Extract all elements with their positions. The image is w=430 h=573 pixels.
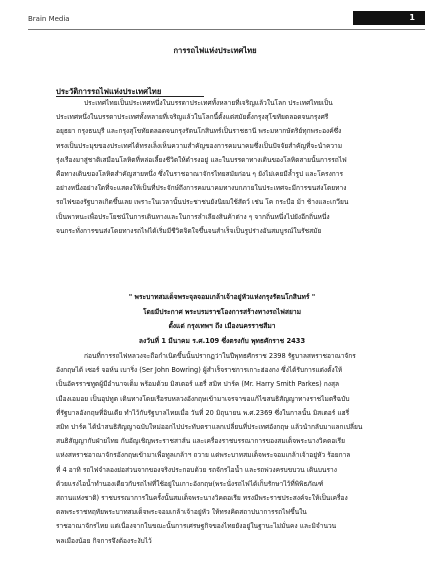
paragraph-line: ทรงเป็นประมุขของประเทศได้ทรงเล็งเห็นความสำคัญของการคมนาคมซึ่งเป็นปัจจัยสำคัญที่จะนำความ xyxy=(56,141,343,150)
paragraph-line: เป็นพาหนะเพื่อประโยชน์ในการเดินทางและในการลำเลียงสินค้าต่าง ๆ จากถิ่นหนึ่งไปยังอีกถิ่นหนึ่ง xyxy=(56,212,330,221)
section-heading: ประวัติการรถไฟแห่งประเทศไทย xyxy=(56,87,162,96)
paragraph-line: ประเทศหนึ่งในบรรดาประเทศทั้งหลายที่เจริญแล้วในโลกนี้ตั้งแต่สมัยตั้งกรุงสุโขทัยตลอดจนกรุงศรี xyxy=(56,113,329,122)
header-divider xyxy=(28,29,425,30)
paragraph-line: เมืองเอมอย เป็นอุปทูต เดินทางโดยเรือรบหลวงอังกฤษเข้ามาเจรจาขอแก้ไขสนธิสัญญาทางราชไมตรีฉบับ xyxy=(56,394,350,403)
paragraph-line: รุ่งเรืองมาสู่ชาติเสมือนโลหิตที่หล่อเลี้ยงชีวิตให้ดำรงอยู่ และในบรรดาทางเดินของโลหิตสายนั้นการรถไฟ xyxy=(56,155,347,164)
paragraph-line: พลเมืองน้อย กิจการจึงต้องระงับไว้ xyxy=(56,536,152,545)
paragraph-line: ดลพระราชหฤทัยพระบาทสมเด็จพระจอมเกล้าเจ้าอยู่หัว ให้ทรงคิดสถาปนาการรถไฟขึ้นใน xyxy=(56,508,307,517)
paragraph-line: ที่ 4 อาทิ รถไฟจำลองย่อส่วนจากของจริงประกอบด้วย รถจักรไอน้ำ และรถพ่วงครบขบวน เดินบนราง xyxy=(56,465,337,474)
document-title: การรถไฟแห่งประเทศไทย xyxy=(173,46,257,55)
paragraph-line: สถานแห่งชาติ) ราชบรรณาการในครั้งนั้นสมเด็จพระนางวิคตอเรีย ทรงมีพระราชประสงค์จะให้เป็นเครื่อง xyxy=(56,494,348,503)
paragraph-line: ด้วยแรงไอน้ำทำนองเดียวกับรถไฟที่ใช้อยู่ในเกาะอังกฤษ(พระนั่งรถไฟได้เก็บรักษาไว้ที่พิพิธภัณฑ์ xyxy=(56,479,324,488)
paragraph-line: อย่างหนึ่งอย่างใดที่จะแสดงให้เป็นที่ประจักษ์ถึงการคมนาคมทางบกภายในประเทศจะมีการขนส่งโดยทาง xyxy=(56,184,347,193)
paragraph-line: คือทางเดินของโลหิตสำคัญสายหนึ่ง ซึ่งในราชอาณาจักรไทยสมัยก่อน ๆ ยังไม่เคยมีล้ำรูป และโครงการ xyxy=(56,170,344,179)
history-paragraph-1 xyxy=(56,96,388,238)
history-paragraph-2 xyxy=(56,349,388,548)
quote-line: " พระบาทสมเด็จพระจุลจอมเกล้าเจ้าอยู่หัวแห่งกรุงรัตนโกสินทร์ " xyxy=(128,293,316,301)
quote-line: ลงวันที่ 1 มีนาคม ร.ศ.109 ซึ่งตรงกับ พุทธศักราช 2433 xyxy=(138,336,306,345)
paragraph-line: รถไฟของรัฐบาลเกิดขึ้นเลย เพราะในเวลานั้นประชาชนยังนิยมใช้สัตว์ เช่น โค กระบือ ม้า ช้างและเกวียน xyxy=(56,198,349,207)
quote-line: ตั้งแต่ กรุงเทพฯ ถึง เมืองนครราชสีมา xyxy=(168,322,276,330)
paragraph-line: ประเทศไทยเป็นประเทศหนึ่งในบรรดาประเทศทั้งหลายที่เจริญแล้วในโลก ประเทศไทยเป็น xyxy=(84,99,333,107)
royal-proclamation-quote xyxy=(56,290,388,348)
paragraph-line: สนธิสัญญากับฝ่ายไทย กับอัญเชิญพระราชสาส์น และเครื่องราชบรรณาการของสมเด็จพระนางวิคตอเรีย xyxy=(56,437,345,446)
paragraph-line: จนกระทั่งการขนส่งโดยทางรถไฟได้เริ่มมีชีวิตจิตใจขึ้นจนสำเร็จเป็นรูปร่างอันสมบูรณ์ในรัชสมัย xyxy=(56,226,322,235)
paragraph-line: เป็นอัครราชทูตผู้มีอำนาจเต็ม พร้อมด้วย มิสเตอร์ แฮรี่ สมิท ปาร์ค (Mr. Harry Smith Parkes) กงสุล xyxy=(56,380,340,389)
paragraph-line: สมิท ปาร์ค ได้นำสนธิสัญญาฉบับใหม่ออกไปประทับตราแลกเปลี่ยนที่ประเทศอังกฤษ แล้วนำกลับมาแลกเปลี่ยน xyxy=(56,423,363,432)
quote-line: โดยมีประกาศ พระบรมราชโองการสร้างทางรถไฟสยาม xyxy=(142,307,302,316)
paragraph-line: ที่รัฐบาลอังกฤษที่อินเดีย ทำไว้กับรัฐบาลไทยเมื่อ วันที่ 20 มิถุนายน พ.ศ.2369 ซึ่งในกาลนั้น มิสเตอร์ แฮรี่ xyxy=(56,408,350,417)
paragraph-line: ก่อนที่การรถไฟหลวงจะถือกำเนิดขึ้นนั้นปรากฏว่าในปีพุทธศักราช 2398 รัฐบาลสหราชอาณาจักร xyxy=(84,352,356,360)
paragraph-line: อยุธยา กรุงธนบุรี และกรุงสุโขทัยตลอดจนกรุงรัตนโกสินทร์เป็นราชธานี พระมหากษัตริย์ทุกพระองค์ซึ่ง xyxy=(56,127,342,136)
paragraph-line: ราชอาณาจักรไทย แต่เนื่องจากในขณะนั้นการเศรษฐกิจของไทยยังอยู่ในฐานะไม่มั่นคง และมิจำนวน xyxy=(56,522,337,531)
paragraph-line: แห่งสหราชอาณาจักรอังกฤษเข้ามาเพื่อทูลเกล้าฯ ถวาย แด่พระบาทสมเด็จพระจอมเกล้าเจ้าอยู่หัว ร้อยกาล xyxy=(56,451,351,460)
page-number-badge: 1 xyxy=(353,11,425,25)
paragraph-line: อังกฤษได้ เซอร์ จอห์น เบาริ่ง (Ser John Bowring) ผู้สำเร็จราชการเกาะฮ่องกง ซึ่งได้รับการแต่งตั้งให้ xyxy=(56,366,343,375)
publisher-label: Brain Media xyxy=(28,15,70,23)
